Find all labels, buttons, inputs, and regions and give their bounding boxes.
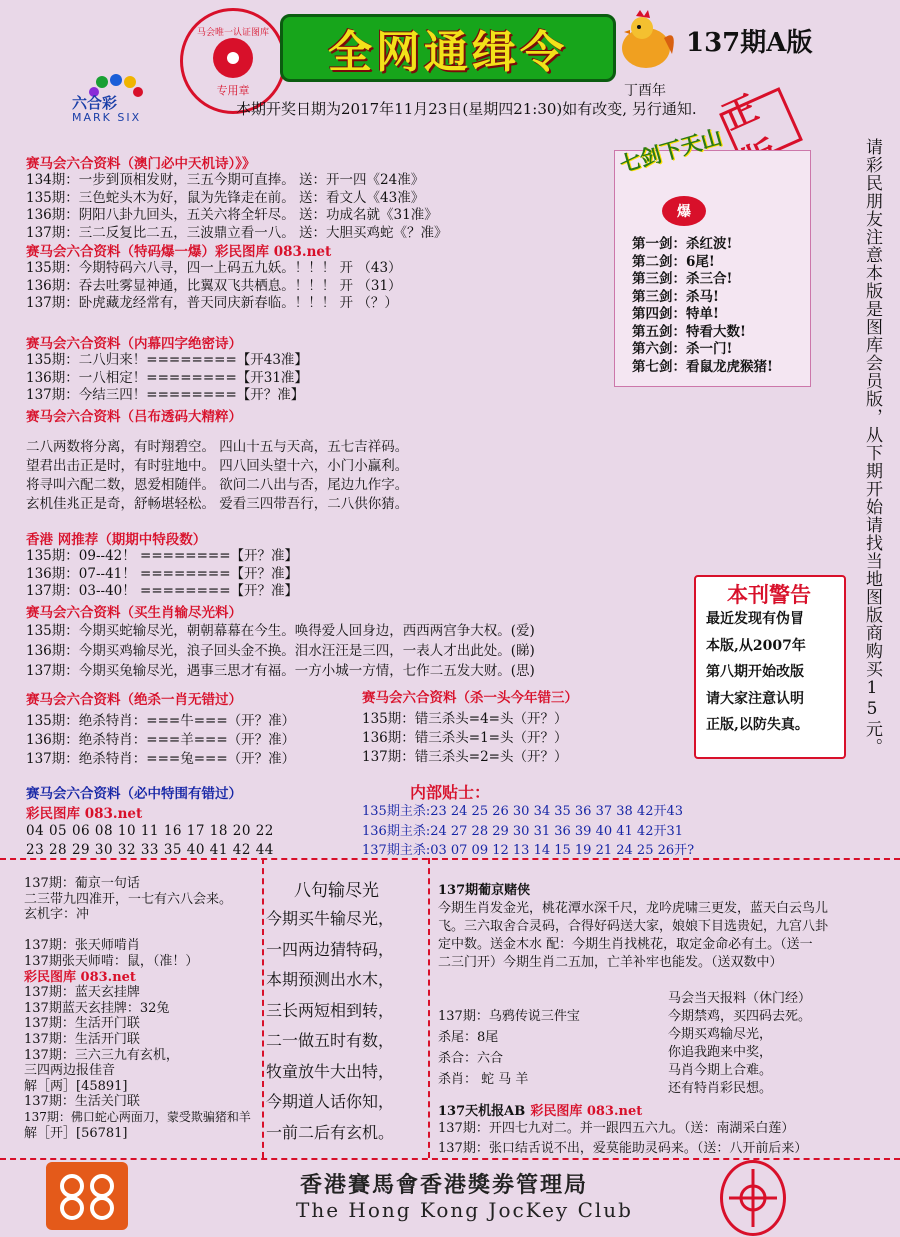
poem-line: 今期买牛输尽光， (266, 909, 395, 928)
footer-cn: 香港賽馬會香港獎劵管理局 (300, 1172, 589, 1198)
section-line: 135期：绝杀特肖：===牛===（开？准） (26, 713, 296, 729)
section-title: 赛马会六合资料（澳门必中天机诗）》》 (26, 156, 256, 172)
bl-line: 彩民图库 083.net (24, 969, 136, 985)
inner-tips (362, 802, 694, 861)
poem-lines (266, 904, 394, 1148)
tianji-line: 137期：张口结舌说不出，爱莫能助灵码来。（送：八开前后来） (438, 1141, 808, 1156)
footer-en: The Hong Kong JocKey Club (296, 1198, 633, 1222)
issue-label: 137期A版 (686, 28, 813, 58)
section-title: 赛马会六合资料（必中特围有错过） (26, 786, 242, 802)
page-title-text: 全网通缉令 (328, 27, 568, 78)
horse-section (668, 990, 811, 1098)
crow-line: 杀肖： 蛇 马 羊 (438, 1072, 529, 1087)
section-line: 135期：今期买蛇输尽光，朝朝幕幕在今生。唤得爱人回身边，西西两宫争大权。(爱) (26, 622, 535, 639)
number-row: 23 28 29 30 32 33 35 40 41 42 44 (26, 842, 274, 858)
section-title: 赛马会六合资料（买生肖输尽光料） (26, 604, 242, 621)
section-line: 135期：09--42！ ========【开？准】 (26, 548, 299, 564)
poem-line: 二一做五时有数， (266, 1031, 395, 1050)
section-line: 137期：今期买兔输尽光，遇事三思才有福。一方小城一方情，七作二五发大财。(思) (26, 662, 535, 679)
section-line: 135期：二八归来！========【开43准】 (26, 352, 308, 368)
section-title: 赛马会六合资料（特码爆一爆）彩民图库 083.net (26, 244, 332, 260)
section-title: 赛马会六合资料（内幕四字绝密诗） (26, 336, 242, 352)
inner-line: 135期主杀:23 24 25 26 30 34 35 36 37 38 42开43 (362, 804, 684, 819)
section-line: 136期：错三杀头=1=头（开？） (362, 730, 568, 746)
divider-vertical-left (262, 858, 264, 1158)
rooster-icon (612, 8, 682, 74)
page-title (280, 14, 616, 82)
sword-line: 第四剑：特单! (632, 306, 719, 322)
poem-title: 八句输尽光 (294, 881, 379, 901)
warning-line: 本版,从2007年 (706, 637, 806, 654)
bl-line: 137期张天师啃：鼠，（准！） (24, 953, 199, 969)
seven-swords-list (632, 236, 773, 376)
bl-line: 二三带九四准开，一七有六八会来。 (24, 891, 233, 907)
crow-line: 杀尾：8尾 (438, 1030, 499, 1045)
section-subtitle: 彩民图库 083.net (26, 806, 143, 822)
stamp-use: 专用章 (216, 83, 250, 97)
burst-badge: 爆 (662, 196, 706, 226)
bl-line: 三四两边报佳音 (24, 1063, 116, 1079)
genuine-stamp: 正版 (719, 87, 803, 167)
sword-line: 第一剑：杀红波! (632, 236, 733, 252)
sword-line: 第六剑：杀一门! (632, 341, 733, 357)
bl-line: 137期：生活开门联 (24, 1016, 140, 1032)
section-lvbu-poem (26, 438, 408, 514)
tianji-line: 137期：开四七九对二。并一跟四五六九。（送：南湖采白莲） (438, 1121, 795, 1136)
section-line: 136期：绝杀特肖：===羊===（开？准） (26, 732, 296, 748)
logo-en: MARK SIX (72, 111, 142, 124)
br-para: 飞。三六取舍合灵码，合得好码送大家，娘娘下目选贵妃，九宫八卦 (438, 918, 829, 934)
horse-line: 马会当天报料（休门经） (668, 991, 812, 1006)
section-special-code (26, 240, 402, 313)
section-line: 135期：错三杀头=4=头（开？） (362, 711, 568, 727)
section-line: 135期：三色蛇头木为好，鼠为先锋走在前。 送：看文人《43准》 (26, 189, 425, 206)
sword-line: 第三剑：杀马! (632, 288, 719, 305)
section-line: 137期：卧虎藏龙经常有，普天同庆新春临。！！！ 开 （？） (26, 295, 398, 311)
warning-line: 正版,以防失真。 (706, 717, 809, 733)
bl-line: 137期：佛口蛇心两面刀，蒙受欺骗猪和羊 (24, 1109, 251, 1124)
poem-line: 本期预测出水木， (266, 970, 395, 989)
section-four-char-poem (26, 332, 308, 425)
bl-line: 解［开］[56781] (24, 1125, 128, 1141)
stamp-arc: 马会唯一认证图库 (196, 27, 269, 38)
section-title: 赛马会六合资料（杀一头今年错三） (362, 690, 578, 706)
draw-notice: 本期开奖日期为2017年11月23日(星期四21:30)如有改变, 另行通知. (236, 100, 697, 118)
bl-line: 137期：蓝天玄挂牌 (24, 985, 140, 1001)
inner-tips-title: 内部贴士： (410, 783, 491, 802)
sword-line: 第七剑：看鼠龙虎猴猪! (632, 358, 773, 375)
section-line: 将寻叫六配二数，恩爱相随伴。 欲问二八出与否，尾边九作字。 (26, 477, 409, 493)
bl-line: 137期：生活开门联 (24, 1031, 140, 1047)
crow-section (438, 1006, 580, 1090)
seven-swords-title: 七剑下天山 (617, 124, 725, 177)
poem-line: 一四两边猜特码， (266, 939, 395, 959)
tianji-sub: 彩民图库 083.net (530, 1104, 643, 1119)
bottom-left-column (24, 876, 260, 1141)
section-tianji-poem (26, 152, 448, 242)
bl-line: 玄机字：冲 (24, 907, 90, 923)
bottom-right-column (438, 882, 892, 972)
year-label: 丁酉年 (624, 83, 666, 99)
side-note: 请彩民朋友注意本版是图库会员版，从下期开始请找当地图版商购买15元。 (862, 138, 882, 756)
section-line: 137期：绝杀特肖：===兔===（开？准） (26, 751, 296, 767)
section-kill-zodiac (26, 688, 295, 769)
crow-line: 杀合：六合 (438, 1051, 504, 1066)
horse-line: 马肖今期上合难。 (668, 1063, 773, 1078)
poem-line: 三长两短相到转， (266, 1000, 395, 1020)
section-line: 137期：今结三四！========【开？准】 (26, 387, 305, 403)
section-line: 136期：阴阳八卦九回头，五关六将全轩尽。 送：功成名就《31准》 (26, 207, 438, 223)
bl-line: 解［两］[45891] (24, 1078, 128, 1094)
bl-line: 137期蓝天玄挂牌：32兔 (24, 1000, 170, 1016)
warning-line: 最近发现有伪冒 (706, 611, 804, 627)
section-title: 赛马会六合资料（吕布透码大精粹） (26, 408, 242, 425)
horse-line: 还有特肖彩民想。 (668, 1081, 773, 1096)
section-line: 136期：一八相定！========【开31准】 (26, 369, 308, 386)
br-para: 定中数。送金木水 配：今期生肖找桃花，取定金命必有土。（送一 (438, 936, 813, 952)
poem-line: 一前二后有玄机。 (266, 1122, 395, 1142)
poem-line: 今期道人话你知， (266, 1092, 395, 1111)
tianji-section (438, 1100, 807, 1159)
bauhinia-icon (213, 38, 253, 78)
poem-line: 牧童放牛大出特， (266, 1061, 395, 1081)
section-title: 香港 网推荐（期期中特段数） (26, 532, 207, 548)
br-title: 137期葡京赌侠 (438, 883, 531, 898)
section-net-recommend (26, 528, 535, 681)
section-line: 137期：03--40！ ========【开？准】 (26, 583, 299, 599)
crow-line: 137期：乌鸦传说三件宝 (438, 1009, 580, 1024)
br-para: 二三门开）今期生肖二五加，亡羊补牢也能发。（送双数中） (438, 954, 783, 970)
divider-vertical-right (428, 858, 430, 1158)
mark-six-logo (68, 70, 163, 125)
br-para: 今期生肖发金光，桃花潭水深千尺，龙吟虎啸三更发，蓝天白云鸟儿 (438, 900, 829, 916)
horse-line: 你追我跑来中奖， (668, 1045, 773, 1060)
bl-line (24, 923, 260, 939)
section-line: 二八两数将分离，有时翔碧空。 四山十五与天高，五七吉祥码。 (26, 439, 409, 455)
sword-line: 第三剑：杀三合! (632, 271, 733, 287)
tianji-title: 137天机报AB (438, 1104, 526, 1119)
logo-cn: 六合彩 (72, 94, 118, 112)
bl-line: 137期：张天师啃肖 (24, 938, 140, 954)
sword-line: 第二剑：6尾! (632, 253, 715, 270)
horse-line: 今期禁鸡，买四码去死。 (668, 1009, 812, 1024)
section-kill-head (362, 686, 578, 767)
bl-line: 137期：三六三九有玄机， (24, 1047, 179, 1063)
inner-line: 136期主杀:24 27 28 29 30 31 36 39 40 41 42开31 (362, 823, 684, 839)
section-line: 135期：今期特码六八寻，四一上码五九妖。！！！ 开 （43） (26, 260, 402, 276)
warning-title: 本刊警告 (727, 582, 811, 607)
section-title: 赛马会六合资料（绝杀一肖无错过） (26, 692, 242, 708)
section-line: 望君出击正是时，有时驻地中。 四八回头望十六，小门小赢利。 (26, 458, 409, 474)
inner-line: 137期主杀:03 07 09 12 13 14 15 19 21 24 25 26开? (362, 843, 695, 858)
section-line: 玄机佳兆正是奇，舒畅堪轻松。 爱看三四带吾行，二八供你猜。 (26, 496, 409, 512)
warning-line: 第八期开始改版 (706, 664, 804, 680)
warning-line: 请大家注意认明 (706, 690, 804, 707)
section-line: 137期：三二反复比二五，三波鼎立看一八。 送：大胆买鸡蛇《？准》 (26, 224, 448, 241)
number-row: 04 05 06 08 10 11 16 17 18 20 22 (26, 823, 274, 839)
horse-line: 今期买鸡输尽光， (668, 1027, 773, 1042)
bl-line: 137期：生活关门联 (24, 1094, 140, 1110)
section-line: 134期：一步到顶相发财，三五今期可直捧。 送：开一四《24准》 (26, 172, 425, 188)
lottery-emblem-icon (720, 1160, 786, 1236)
bl-line: 137期：葡京一句话 (24, 876, 140, 891)
section-line: 136期：07--41！ ========【开？准】 (26, 565, 299, 582)
jockey-club-logo-icon (46, 1162, 128, 1230)
divider-top (0, 858, 900, 860)
section-special-range (26, 782, 274, 860)
section-line: 136期：吞去吐雾显神通，比翼双飞共栖息。！！！ 开 （31） (26, 277, 402, 294)
section-line: 136期：今期买鸡输尽光，浪子回头金不换。泪水汪汪是三四，一表人才出此处。(睇) (26, 642, 535, 659)
sword-line: 第五剑：特看大数! (632, 323, 746, 340)
section-line: 137期：错三杀头=2=头（开？） (362, 749, 568, 765)
warning-lines (706, 606, 809, 739)
